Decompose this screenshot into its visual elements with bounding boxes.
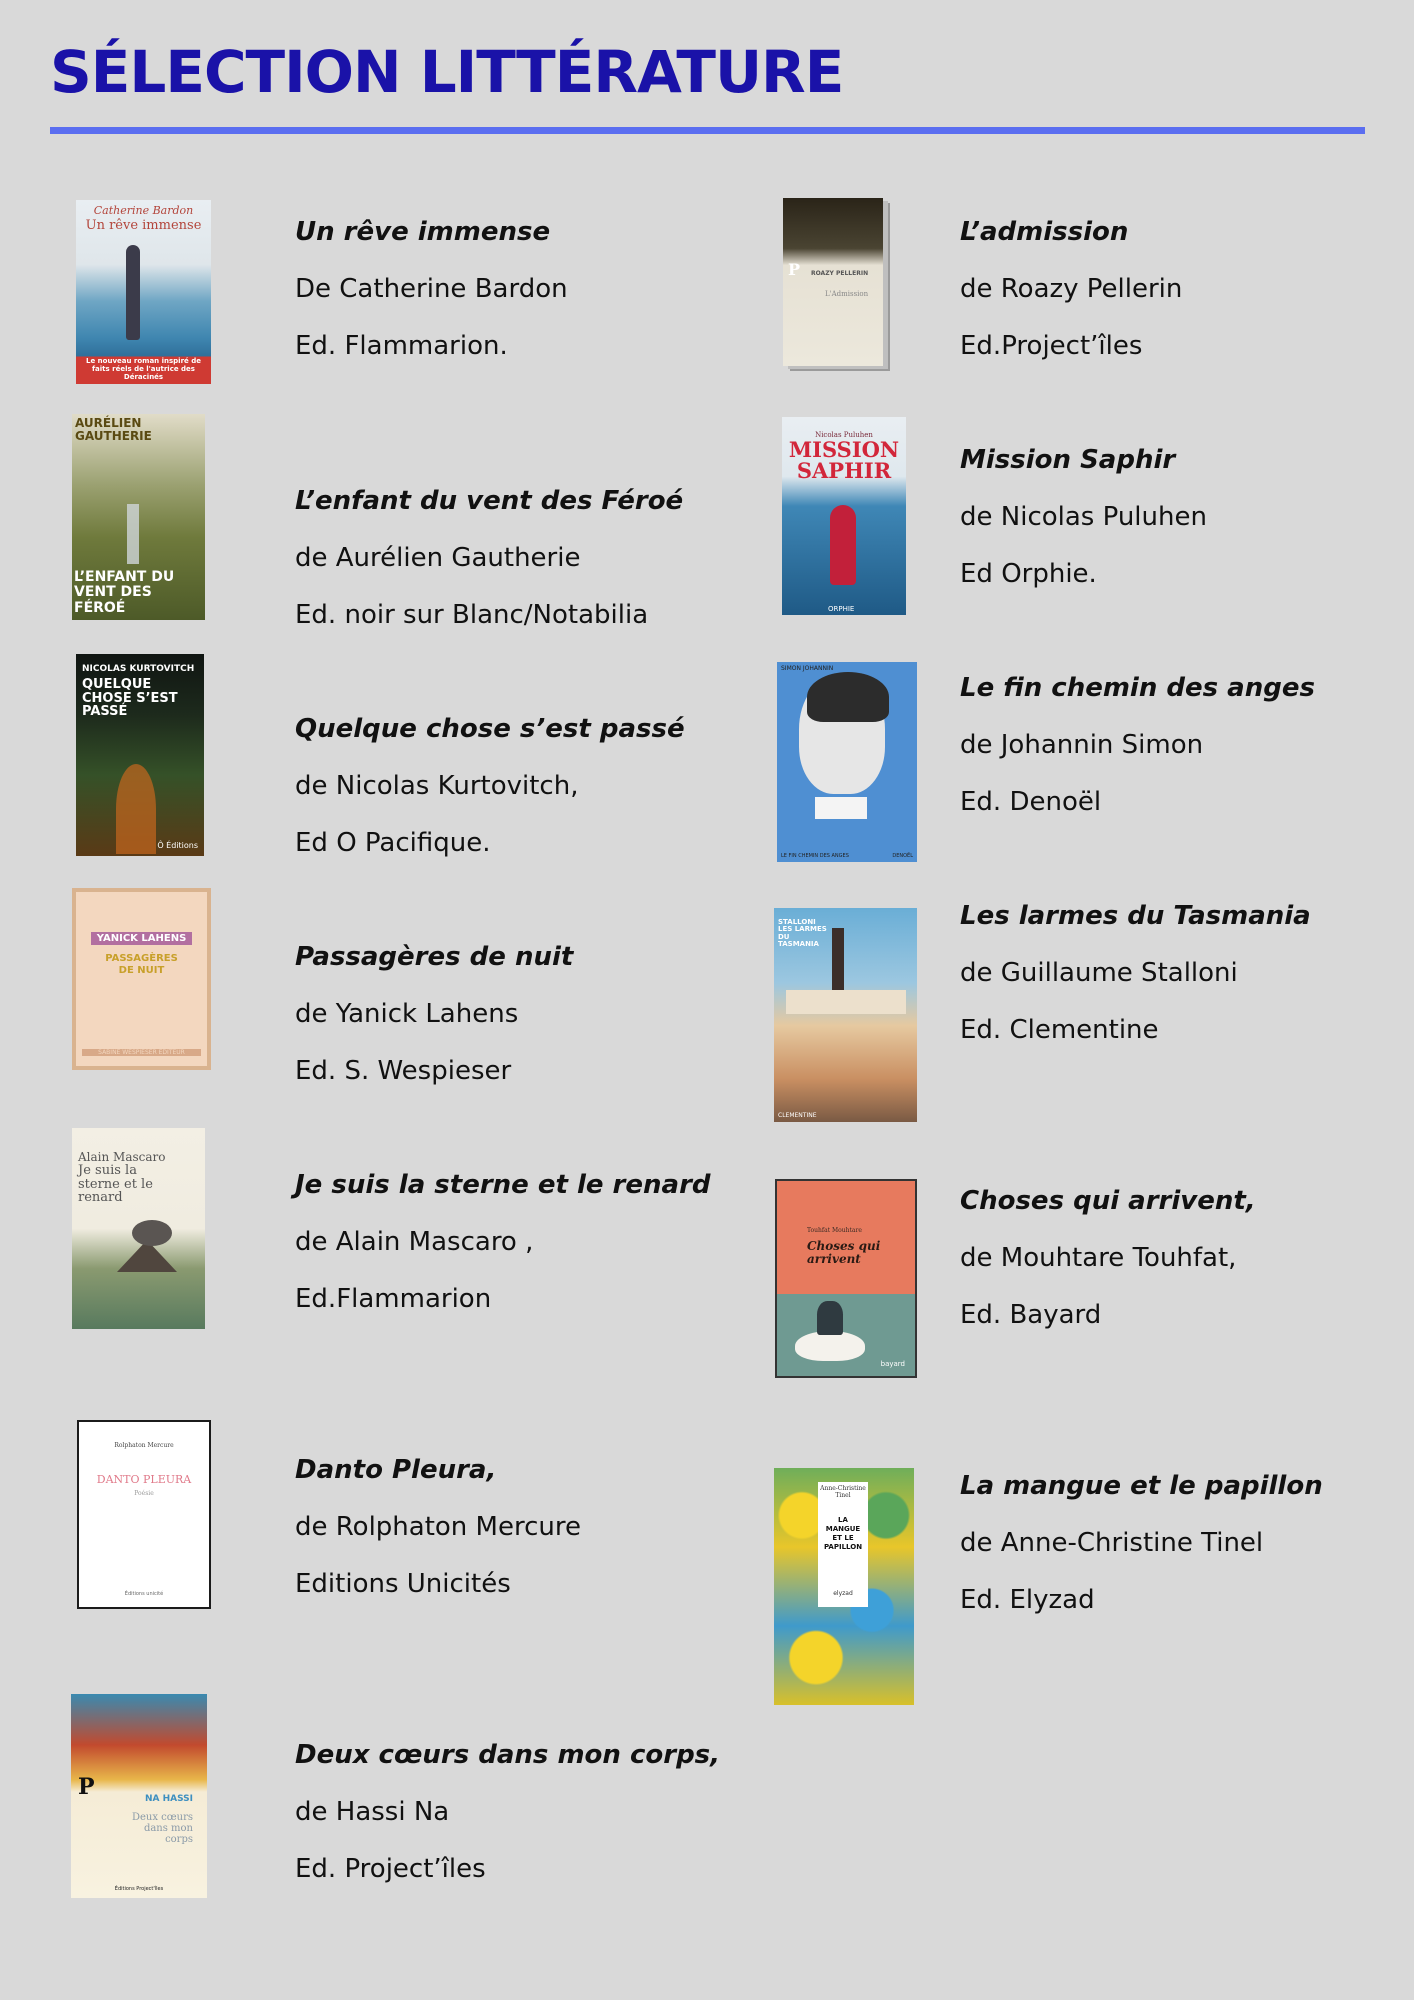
book-entry: [295, 204, 568, 375]
book-entry: [295, 929, 573, 1100]
cover-title: Deux cœurs dans mon corps: [131, 1812, 193, 1845]
book-entry: [960, 204, 1182, 375]
cover-imprint: ORPHIE: [828, 605, 855, 613]
cover-title: LE FIN CHEMIN DES ANGES: [781, 853, 849, 859]
book-publisher: Ed. Clementine: [960, 1015, 1159, 1045]
book-title: Deux cœurs dans mon corps,: [295, 1740, 721, 1770]
ship-funnel: [832, 928, 844, 990]
book-publisher: Ed O Pacifique.: [295, 828, 491, 858]
ship-deck: [786, 990, 906, 1014]
cover-title: L'Admission: [825, 290, 869, 298]
cover-imprint: Éditions unicité: [124, 1591, 164, 1597]
book-author: de Rolphaton Mercure: [295, 1512, 581, 1542]
cover-imprint: CLEMENTINE: [778, 1112, 817, 1119]
cover-imprint: SABINE WESPIESER ÉDITEUR: [82, 1049, 201, 1056]
path-glow: [116, 764, 156, 854]
book-cover: [777, 662, 917, 862]
book-entry: [295, 701, 685, 872]
book-title: Quelque chose s’est passé: [295, 714, 685, 744]
book-author: de Hassi Na: [295, 1797, 450, 1827]
book-author: de Alain Mascaro ,: [295, 1227, 534, 1257]
book-entry: [960, 888, 1311, 1059]
book-cover: [783, 198, 883, 366]
book-publisher: Ed. Project’îles: [295, 1854, 486, 1884]
book-author: de Guillaume Stalloni: [960, 958, 1238, 988]
cover-logo: P: [788, 260, 801, 279]
book-author: de Nicolas Kurtovitch,: [295, 771, 579, 801]
book-title: L’admission: [960, 217, 1129, 247]
book-author: de Anne-Christine Tinel: [960, 1528, 1264, 1558]
book-cover: [72, 414, 205, 620]
cover-imprint: Éditions Project'îles: [114, 1886, 164, 1892]
smoke: [132, 1220, 172, 1246]
cover-title: QUELQUE CHOSE S’EST PASSÉ: [82, 677, 178, 720]
book-title: L’enfant du vent des Féroé: [295, 486, 684, 516]
book-publisher: Ed Orphie.: [960, 559, 1097, 589]
portrait-collar: [815, 797, 867, 819]
cover-author: Nicolas Puluhen: [815, 431, 873, 439]
cover-imprint: DENOËL: [892, 853, 913, 859]
red-dress-figure: [830, 505, 856, 585]
cover-author: ROAZY PELLERIN: [811, 270, 869, 277]
cover-author: Rolphaton Mercure: [114, 1442, 174, 1449]
cover-author: SIMON JOHANNIN: [781, 665, 834, 672]
cover-imprint: Ô Éditions: [157, 840, 198, 850]
book-entry: [960, 1173, 1256, 1344]
book-cover: [72, 888, 211, 1070]
cover-author: NICOLAS KURTOVITCH: [82, 664, 195, 674]
book-publisher: Ed. Elyzad: [960, 1585, 1095, 1615]
book-cover: [76, 200, 211, 384]
cover-imprint: elyzad: [833, 1590, 853, 1597]
cover-author: NA HASSI: [144, 1794, 193, 1804]
book-author: de Roazy Pellerin: [960, 274, 1183, 304]
book-entry: [960, 432, 1207, 603]
cover-title: Je suis la sterne et le renard: [78, 1163, 153, 1206]
page-title: SÉLECTION LITTÉRATURE: [50, 38, 844, 106]
book-cover: [71, 1694, 207, 1898]
book-title: Danto Pleura,: [295, 1455, 497, 1485]
book-cover: [77, 1420, 211, 1609]
book-publisher: Editions Unicités: [295, 1569, 511, 1599]
book-author: De Catherine Bardon: [295, 274, 568, 304]
book-cover: [774, 1468, 914, 1705]
cover-imprint: bayard: [880, 1360, 905, 1368]
cover-title: L’ENFANT DU VENT DES FÉROÉ: [74, 568, 175, 616]
cover-author: Touhfat Mouhtare: [807, 1227, 862, 1234]
rider: [817, 1301, 843, 1335]
cover-author: AURÉLIEN GAUTHERIE: [75, 416, 152, 444]
book-entry: [960, 660, 1315, 831]
cover-title: DANTO PLEURA: [96, 1473, 192, 1486]
cover-title: MISSION SAPHIR: [788, 437, 900, 484]
book-publisher: Ed. Bayard: [960, 1300, 1102, 1330]
cover-title: Choses qui arrivent: [807, 1239, 881, 1266]
book-author: de Mouhtare Touhfat,: [960, 1243, 1237, 1273]
book-entry: [295, 1442, 581, 1613]
book-publisher: Ed. S. Wespieser: [295, 1056, 512, 1086]
book-cover: [782, 417, 906, 615]
cover-title: LES LARMES DU TASMANIA: [778, 925, 827, 949]
cover-title: PASSAGÈRES DE NUIT: [105, 953, 178, 976]
book-title: Le fin chemin des anges: [960, 673, 1315, 703]
book-title: Choses qui arrivent,: [960, 1186, 1256, 1216]
book-publisher: Ed. Denoël: [960, 787, 1102, 817]
portrait-hair: [807, 672, 889, 722]
cover-author: STALLONI: [778, 918, 816, 926]
book-title: Un rêve immense: [295, 217, 551, 247]
book-cover: [76, 654, 204, 856]
cover-title: Un rêve immense: [85, 217, 202, 233]
silhouette-figure: [126, 245, 140, 340]
cover-logo: P: [78, 1774, 95, 1800]
book-publisher: Ed.Flammarion: [295, 1284, 492, 1314]
book-author: de Aurélien Gautherie: [295, 543, 581, 573]
book-cover: [774, 908, 917, 1122]
cover-title: LA MANGUE ET LE PAPILLON: [823, 1516, 863, 1552]
book-cover: [775, 1179, 917, 1378]
waterfall: [127, 504, 139, 564]
book-cover: [72, 1128, 205, 1329]
book-author: de Yanick Lahens: [295, 999, 519, 1029]
cover-author: Catherine Bardon: [93, 204, 194, 217]
cover-genre: Poésie: [134, 1490, 154, 1497]
book-title: Je suis la sterne et le renard: [295, 1170, 711, 1200]
book-title: La mangue et le papillon: [960, 1471, 1323, 1501]
book-publisher: Ed. noir sur Blanc/Notabilia: [295, 600, 649, 630]
book-publisher: Ed.Project’îles: [960, 331, 1143, 361]
book-entry: [295, 1157, 711, 1328]
book-entry: [960, 1458, 1323, 1629]
book-author: de Nicolas Puluhen: [960, 502, 1207, 532]
book-author: de Johannin Simon: [960, 730, 1204, 760]
book-title: Les larmes du Tasmania: [960, 901, 1311, 931]
cover-author: Anne-Christine Tinel: [820, 1485, 866, 1499]
book-entry: [295, 473, 683, 644]
book-entry: [295, 1727, 720, 1898]
book-title: Mission Saphir: [960, 445, 1176, 475]
cover-author: YANICK LAHENS: [91, 932, 193, 945]
title-rule: [50, 127, 1365, 134]
cover-author: Alain Mascaro: [78, 1150, 166, 1164]
swan: [795, 1331, 865, 1361]
book-publisher: Ed. Flammarion.: [295, 331, 508, 361]
book-title: Passagères de nuit: [295, 942, 574, 972]
cover-tagline: Le nouveau roman inspiré de faits réels de l'autrice des Déracinés: [86, 356, 201, 381]
